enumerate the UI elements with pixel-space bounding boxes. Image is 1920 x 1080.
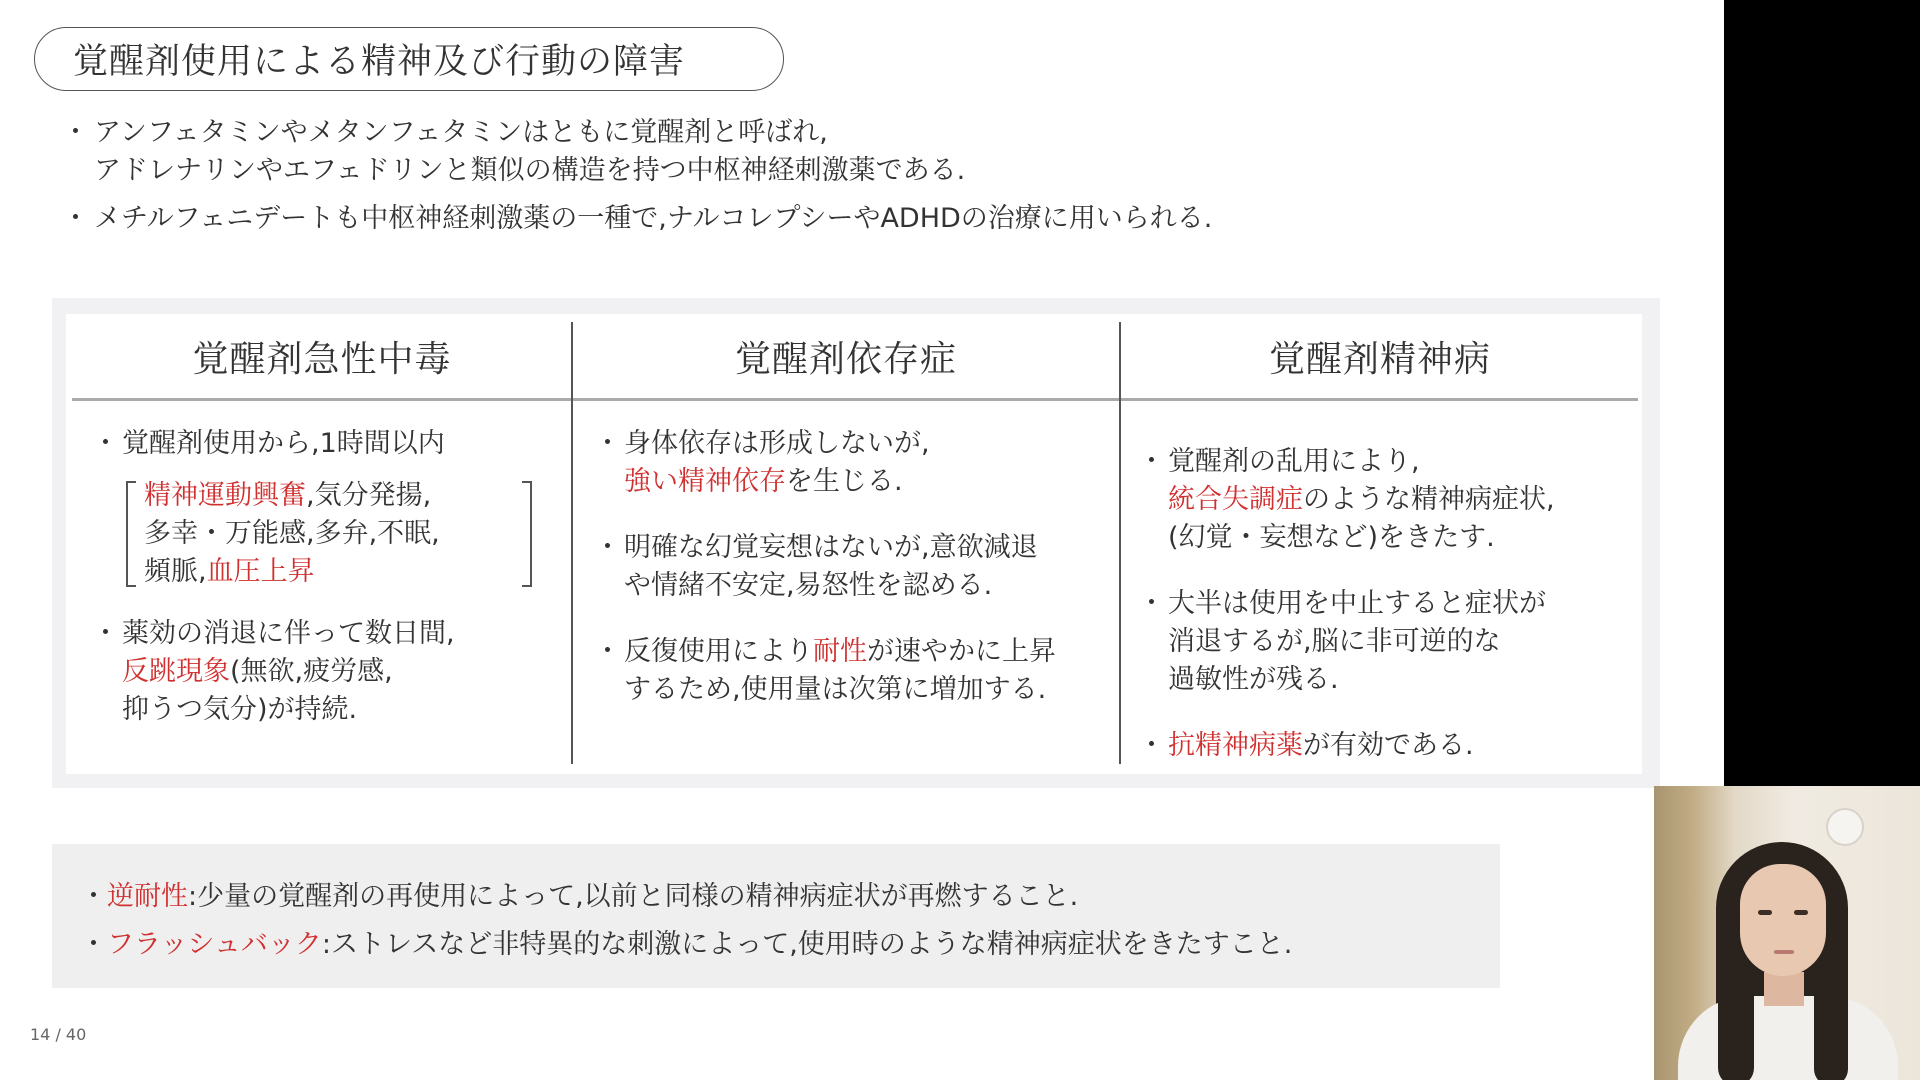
column-acute-intoxication (100, 425, 532, 729)
bullet-item (602, 529, 1056, 605)
bullet-item (100, 425, 532, 463)
bullet-text: ・ 身体依存は形成しないが, (624, 428, 930, 459)
column-divider (1119, 322, 1121, 764)
bullet-text: 消退するが,脳に非可逆的な (1168, 626, 1501, 657)
column-header-psychosis: 覚醒剤精神病 (1268, 338, 1491, 380)
presenter-hair-side (1814, 936, 1848, 1080)
presenter-shirt (1678, 996, 1898, 1080)
bullet-item (100, 615, 532, 729)
bullet-text-rest: のような精神病症状, (1303, 484, 1555, 515)
note-text: :ストレスなど非特異的な刺激によって,使用時のような精神病症状をきたすこと. (321, 929, 1293, 960)
note-term: フラッシュバック (107, 929, 322, 960)
bullet-text: ・ 大半は使用を中止すると症状が (1168, 588, 1546, 619)
intro-item (70, 200, 1212, 238)
header-divider (72, 398, 1638, 401)
bracket-line: 多幸・万能感,多弁,不眠, (144, 518, 440, 549)
column-dependence (602, 425, 1056, 709)
presenter-video-feed (1654, 786, 1920, 1080)
bullet-text-rest: (無欲,疲労感, (230, 656, 393, 687)
note-item: ・フラッシュバック:ストレスなど非特異的な刺激によって,使用時のような精神病症状をきたすこと. (80, 929, 1293, 960)
definition-notes (52, 844, 1500, 988)
bullet-text-pre: 反復使用により (624, 636, 813, 667)
bullet-item (1146, 727, 1555, 765)
bracket-line (144, 553, 532, 591)
highlight-term: 抗精神病薬 (1168, 730, 1303, 761)
bracket-text: ,気分発揚, (306, 480, 432, 511)
bullet-text: 過敏性が残る. (1168, 664, 1339, 695)
intro-line: アドレナリンやエフェドリンと類似の構造を持つ中枢神経刺激薬である. (94, 155, 966, 186)
presenter-eye (1758, 910, 1772, 915)
bracket-text: 頻脈, (144, 556, 207, 587)
intro-line: ・ アンフェタミンやメタンフェタミンはともに覚醒剤と呼ばれ, (94, 117, 828, 148)
slide-title-text: 覚醒剤使用による精神及び行動の障害 (73, 42, 686, 82)
highlight-term: 精神運動興奮 (144, 480, 306, 511)
bullet-text (1168, 481, 1555, 519)
bullet-text: ・ 覚醒剤使用から,1時間以内 (122, 428, 445, 459)
bullet-item (602, 633, 1056, 709)
intro-item (70, 114, 1212, 190)
column-header-acute-intoxication: 覚醒剤急性中毒 (192, 338, 452, 380)
bullet-text-rest: が有効である. (1303, 730, 1474, 761)
bullet-item (1146, 585, 1555, 699)
presenter-face (1740, 864, 1826, 976)
highlight-term: 血圧上昇 (206, 556, 315, 587)
slide-title (34, 27, 784, 91)
presenter-neck (1764, 972, 1804, 1006)
bullet-text-rest: を生じる. (786, 466, 903, 497)
bullet-text: ・ 薬効の消退に伴って数日間, (122, 618, 455, 649)
bracket-line (144, 477, 532, 515)
intro-bullets (70, 114, 1212, 248)
bullet-text: ・ 明確な幻覚妄想はないが,意欲減退 (624, 532, 1038, 563)
bullet-text (122, 653, 532, 691)
bullet-text (1168, 727, 1555, 765)
symptom-bracket (122, 477, 532, 591)
note-item: ・逆耐性:少量の覚醒剤の再使用によって,以前と同様の精神病症状が再燃すること. (80, 881, 1079, 912)
bullet-text: (幻覚・妄想など)をきたす. (1168, 522, 1495, 553)
highlight-term: 強い精神依存 (624, 466, 786, 497)
highlight-term: 統合失調症 (1168, 484, 1303, 515)
note-term: 逆耐性 (107, 881, 188, 912)
bullet-text: するため,使用量は次第に増加する. (624, 674, 1047, 705)
presenter-mouth (1774, 950, 1794, 954)
column-divider (571, 322, 573, 764)
note-text: :少量の覚醒剤の再使用によって,以前と同様の精神病症状が再燃すること. (188, 881, 1079, 912)
wall-clock-icon (1826, 808, 1864, 846)
bullet-item (1146, 443, 1555, 557)
column-header-dependence: 覚醒剤依存症 (734, 338, 957, 380)
bullet-item (602, 425, 1056, 501)
highlight-term: 耐性 (813, 636, 867, 667)
page-counter: 14 / 40 (30, 1025, 87, 1044)
column-psychosis (1146, 443, 1555, 765)
intro-line: ・ メチルフェニデートも中枢神経刺激薬の一種で,ナルコレプシーやADHDの治療に用いられる. (94, 203, 1213, 234)
letterbox-bar (1724, 0, 1920, 786)
bullet-text-rest: が速やかに上昇 (867, 636, 1056, 667)
bullet-text: や情緒不安定,易怒性を認める. (624, 570, 993, 601)
bullet-text (624, 633, 1056, 671)
bullet-text (624, 463, 1056, 501)
highlight-term: 反跳現象 (122, 656, 230, 687)
bullet-text: ・ 覚醒剤の乱用により, (1168, 446, 1420, 477)
presenter-eye (1794, 910, 1808, 915)
bullet-text: 抑うつ気分)が持続. (122, 694, 358, 725)
